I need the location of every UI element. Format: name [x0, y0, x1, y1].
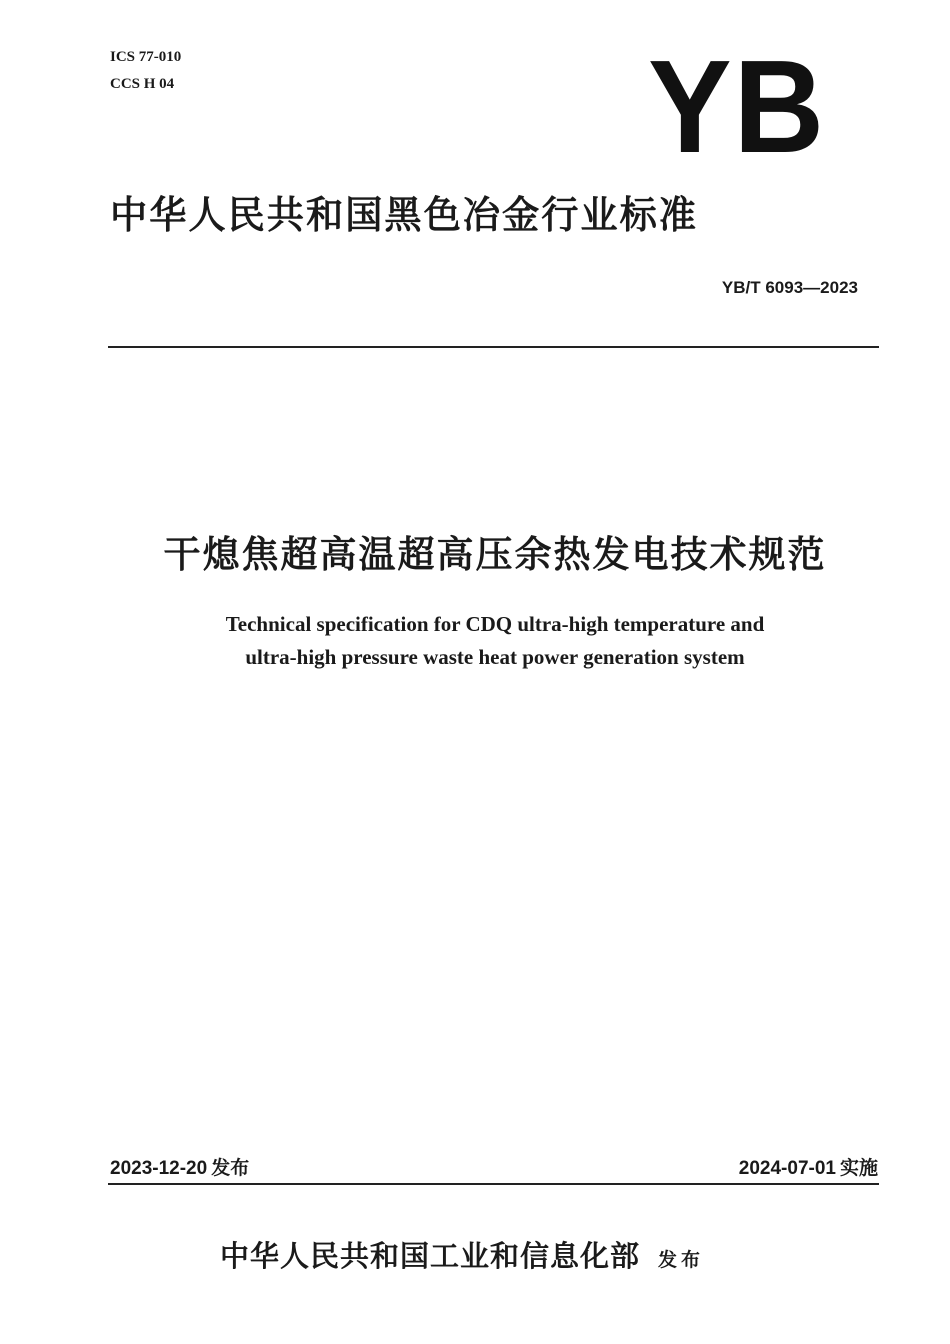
yb-logo: YB [648, 33, 827, 180]
standard-number: YB/T 6093—2023 [721, 278, 858, 297]
english-title-line-1: Technical specification for CDQ ultra-high temperature and [225, 612, 765, 636]
effective-date-block [739, 1155, 878, 1182]
issue-label: 发布 [211, 1157, 250, 1179]
document-title-english [0, 608, 950, 674]
effective-label: 实施 [839, 1157, 878, 1179]
issue-date-block [110, 1155, 249, 1182]
issue-date: 2023-12-20 [110, 1158, 208, 1179]
document-title-chinese: 干熄焦超高温超高压余热发电技术规范 [163, 533, 827, 576]
publisher-block [220, 1236, 704, 1280]
ics-code: ICS 77-010 [110, 49, 182, 65]
publisher-name: 中华人民共和国工业和信息化部 [220, 1239, 641, 1273]
english-title-line-2: ultra-high pressure waste heat power generation system [245, 645, 745, 669]
ccs-code: CCS H 04 [110, 76, 175, 92]
publisher-action: 发布 [658, 1249, 705, 1271]
footer-divider [108, 1183, 879, 1185]
classification-codes [110, 44, 181, 98]
effective-date: 2024-07-01 [738, 1158, 836, 1179]
standard-category-heading: 中华人民共和国黑色冶金行业标准 [110, 193, 699, 237]
header-divider [108, 346, 879, 348]
